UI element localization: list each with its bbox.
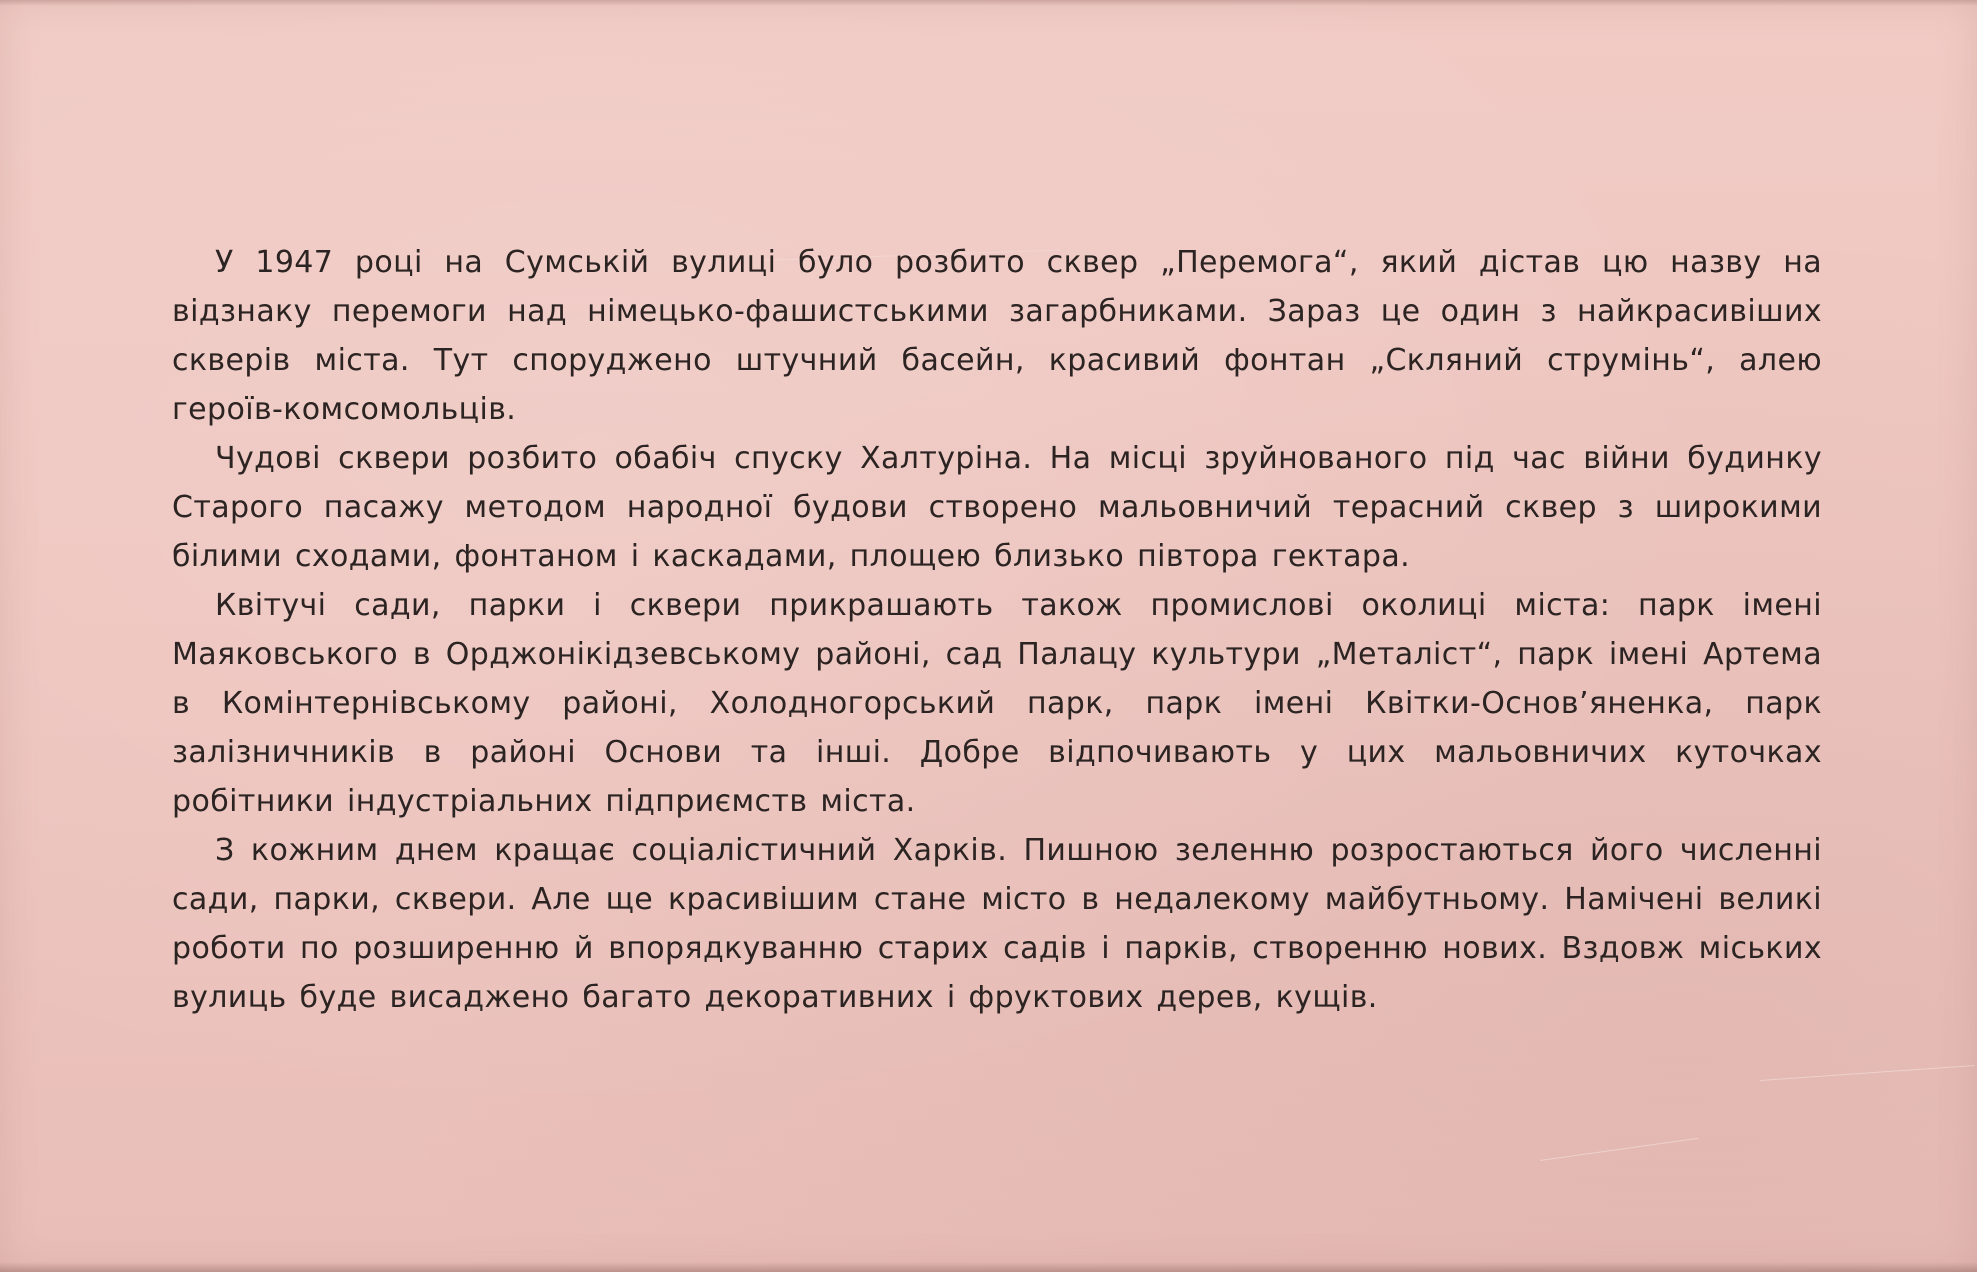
paper-bottom-edge	[0, 1262, 1977, 1272]
body-text	[172, 238, 1822, 1022]
paragraph-2: Чудові сквери розбито обабіч спуску Халтуріна. На місці зруйнованого під час війни будинку Старого пасажу методом народної будови створено мальовничий терасний сквер з широкими білими сходами, фонтаном і каскадами, площею близько півтора гектара.	[172, 441, 1822, 574]
paragraph-4: З кожним днем кращає соціалістичний Харків. Пишною зеленню розростаються його численні сади, парки, сквери. Але ще красивішим стане місто в недалекому майбутньому. Намічені великі роботи по розширенню й впорядкуванню старих садів і парків, створенню нових. Вздовж міських вулиць буде висаджено багато декоративних і фруктових дерев, кущів.	[172, 833, 1822, 1015]
paper-top-edge	[0, 0, 1977, 6]
paper-crease	[1540, 1138, 1699, 1161]
paragraph-1: У 1947 році на Сумській вулиці було розбито сквер „Перемога“, який дістав цю назву на відзнаку перемоги над німецько-фашистськими загарбниками. Зараз це один з найкрасивіших скверів міста. Тут споруджено штучний басейн, красивий фонтан „Скляний струмінь“, алею героїв-комсомольців.	[172, 245, 1822, 427]
paper-crease	[1760, 1065, 1975, 1081]
paragraph-3: Квітучі сади, парки і сквери прикрашають також промислові околиці міста: парк імені Маяковського в Орджонікідзевському районі, сад Палацу культури „Металіст“, парк імені Артема в Комінтернівському районі, Холодногорський парк, парк імені Квітки-Основ’яненка, парк залізничників в районі Основи та інші. Добре відпочивають у цих мальовничих куточках робітники індустріальних підприємств міста.	[172, 588, 1822, 819]
